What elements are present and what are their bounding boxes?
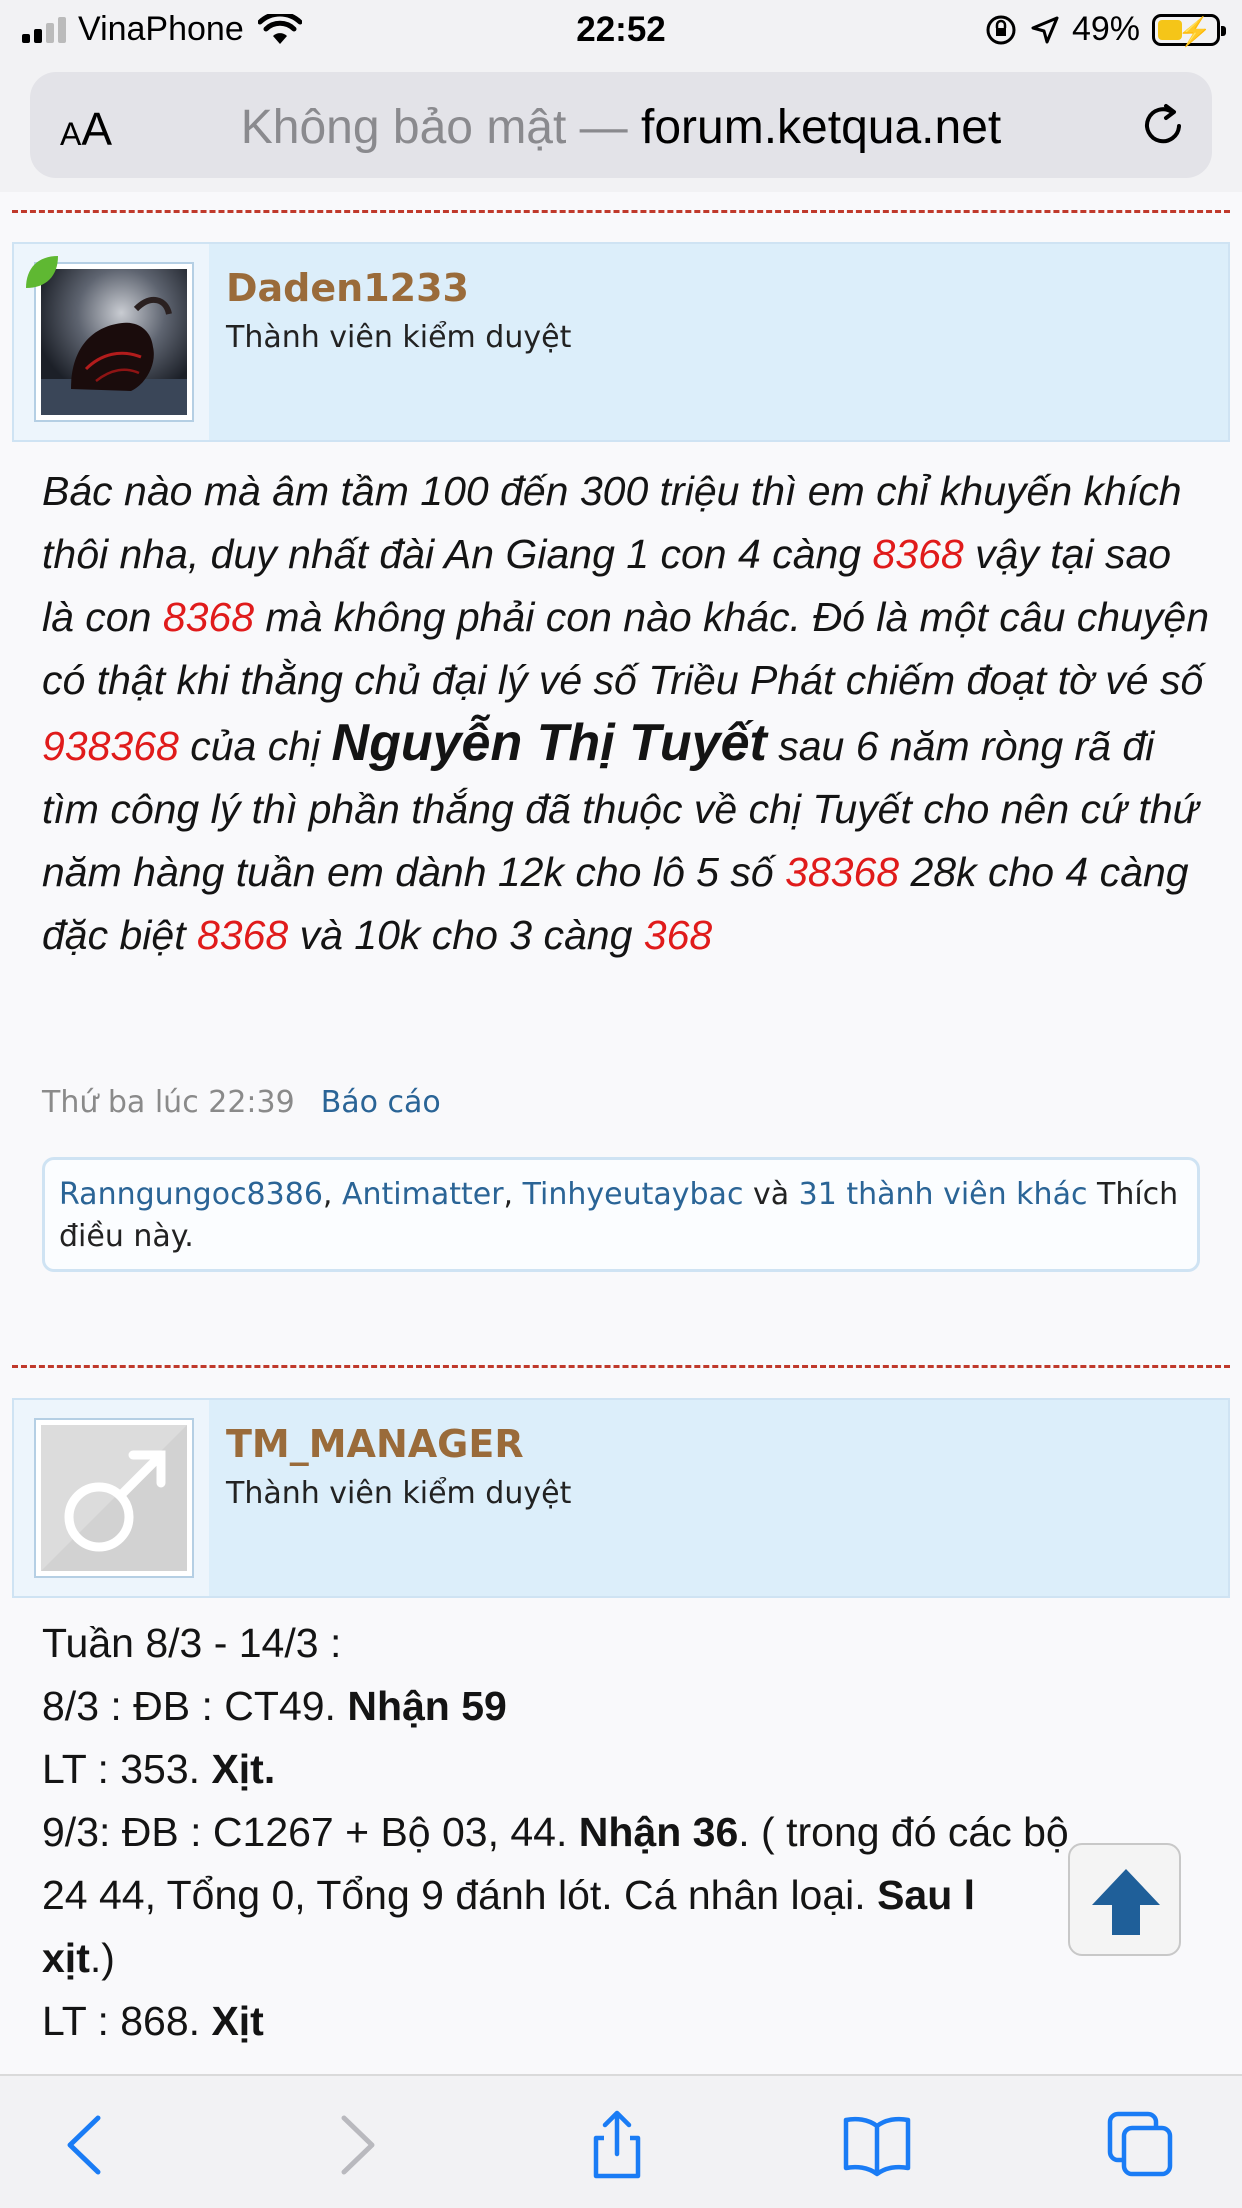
username[interactable]: TM_MANAGER [226,1422,524,1466]
avatar-cell [14,244,209,440]
message-line [42,1864,1222,1927]
scroll-to-top-button[interactable] [1068,1843,1181,1956]
back-icon[interactable] [52,2110,122,2180]
highlight-number: 8368 [162,594,255,640]
highlight-number: 8368 [197,912,289,958]
username[interactable]: Daden1233 [226,266,469,310]
avatar[interactable] [34,1418,194,1578]
browser-toolbar [0,2074,1242,2208]
likes-separator: , [322,1177,342,1212]
line-text: 24 44, Tổng 0, Tổng 9 đánh lót. Cá nhân loại. [42,1872,878,1918]
post-text: mà không phải con nào khác. Đó là một câu chuyện có thật khi thằng chủ đại lý vé số Triều Phát chiếm đoạt tờ vé số [42,594,1210,703]
line-tail: . ( trong đó các bộ [738,1809,1069,1855]
line-bold: Nhận 59 [347,1683,507,1729]
post-divider [12,1365,1230,1368]
line-bold: xịt [42,1935,90,1981]
line-bold: Nhận 36 [578,1809,739,1855]
line-bold: Sau l [877,1872,976,1918]
message-line [42,1675,1222,1738]
post-header [12,242,1230,442]
security-label: Không bảo mật [240,101,567,154]
text-size-button[interactable]: AA [60,103,113,155]
post-text: 28k cho 4 càng đặc biệt [42,849,1189,958]
message-line [42,1927,1222,1990]
orientation-lock-icon [984,13,1018,47]
post-text: vậy tại sao là con [42,531,1172,640]
line-text: Tuần 8/3 - 14/3 : [42,1620,342,1666]
post-header [12,1398,1230,1598]
url-domain: forum.ketqua.net [641,101,1002,154]
user-title: Thành viên kiểm duyệt [226,1476,572,1511]
avatar-wolf-image [41,269,187,415]
browser-address-area [0,64,1242,192]
line-text: LT : 868. [42,1998,212,2044]
url-display[interactable] [30,100,1212,155]
carrier-name: VinaPhone [78,10,244,48]
address-bar[interactable] [30,72,1212,178]
status-bar [0,0,1242,64]
post-message [42,1612,1222,2053]
clock: 22:52 [576,10,666,49]
tabs-icon[interactable] [1106,2110,1176,2180]
user-title: Thành viên kiểm duyệt [226,320,572,355]
post-divider [12,210,1230,213]
post-message [42,460,1212,967]
location-arrow-icon [1030,15,1060,45]
likes-conjunction: và [743,1177,799,1212]
line-text: 8/3 : ĐB : CT49. [42,1683,348,1729]
default-male-avatar-icon [41,1425,187,1571]
likes-suffix: Thích điều này. [59,1177,1179,1254]
report-link[interactable]: Báo cáo [320,1085,441,1120]
reload-icon[interactable] [1136,98,1190,152]
liker-link[interactable]: Tinhyeutaybac [522,1177,744,1212]
line-tail: .) [89,1935,115,1981]
highlight-number: 38368 [785,849,900,895]
post-text: Bác nào mà âm tầm 100 đến 300 triệu thì em chỉ khuyến khích thôi nha, duy nhất đài An Giang 1 con 4 càng [42,468,1182,577]
message-line [42,1738,1222,1801]
bookmarks-icon[interactable] [842,2110,912,2180]
post-text: và 10k cho 3 càng [288,912,644,958]
line-text: 9/3: ĐB : C1267 + Bộ 03, 44. [42,1809,579,1855]
post-text: của chị [178,723,332,769]
liker-link[interactable]: Antimatter [341,1177,504,1212]
highlight-number: 938368 [42,723,179,769]
forward-icon[interactable] [320,2110,390,2180]
line-bold: Xịt [211,1998,264,2044]
line-bold: Xịt. [211,1746,276,1792]
likes-separator: , [503,1177,523,1212]
highlight-number: 368 [643,912,713,958]
line-text: LT : 353. [42,1746,212,1792]
likes-summary [42,1157,1200,1272]
other-likers-link[interactable]: 31 thành viên khác [798,1177,1088,1212]
liker-link[interactable]: Ranngungoc8386 [59,1177,323,1212]
post-text: sau 6 năm ròng rã đi tìm công lý thì phần thắng đã thuộc về chị Tuyết cho nên cứ thứ năm hàng tuần em dành 12k cho lô 5 số [42,723,1199,895]
avatar-cell [14,1400,209,1596]
message-line [42,1612,1222,1675]
arrow-up-icon [1088,1863,1165,1940]
battery-percent: 49% [1071,10,1140,48]
url-separator: — [566,101,642,154]
battery-icon: ⚡ [1152,14,1220,46]
post-date[interactable]: Thứ ba lúc 22:39 [42,1085,295,1120]
leaf-badge-icon [24,254,60,290]
highlight-number: 8368 [872,531,964,577]
post-meta [42,1085,441,1120]
share-icon[interactable] [582,2110,652,2180]
message-line [42,1990,1222,2053]
message-line [42,1801,1222,1864]
highlight-name: Nguyễn Thị Tuyết [331,714,767,772]
